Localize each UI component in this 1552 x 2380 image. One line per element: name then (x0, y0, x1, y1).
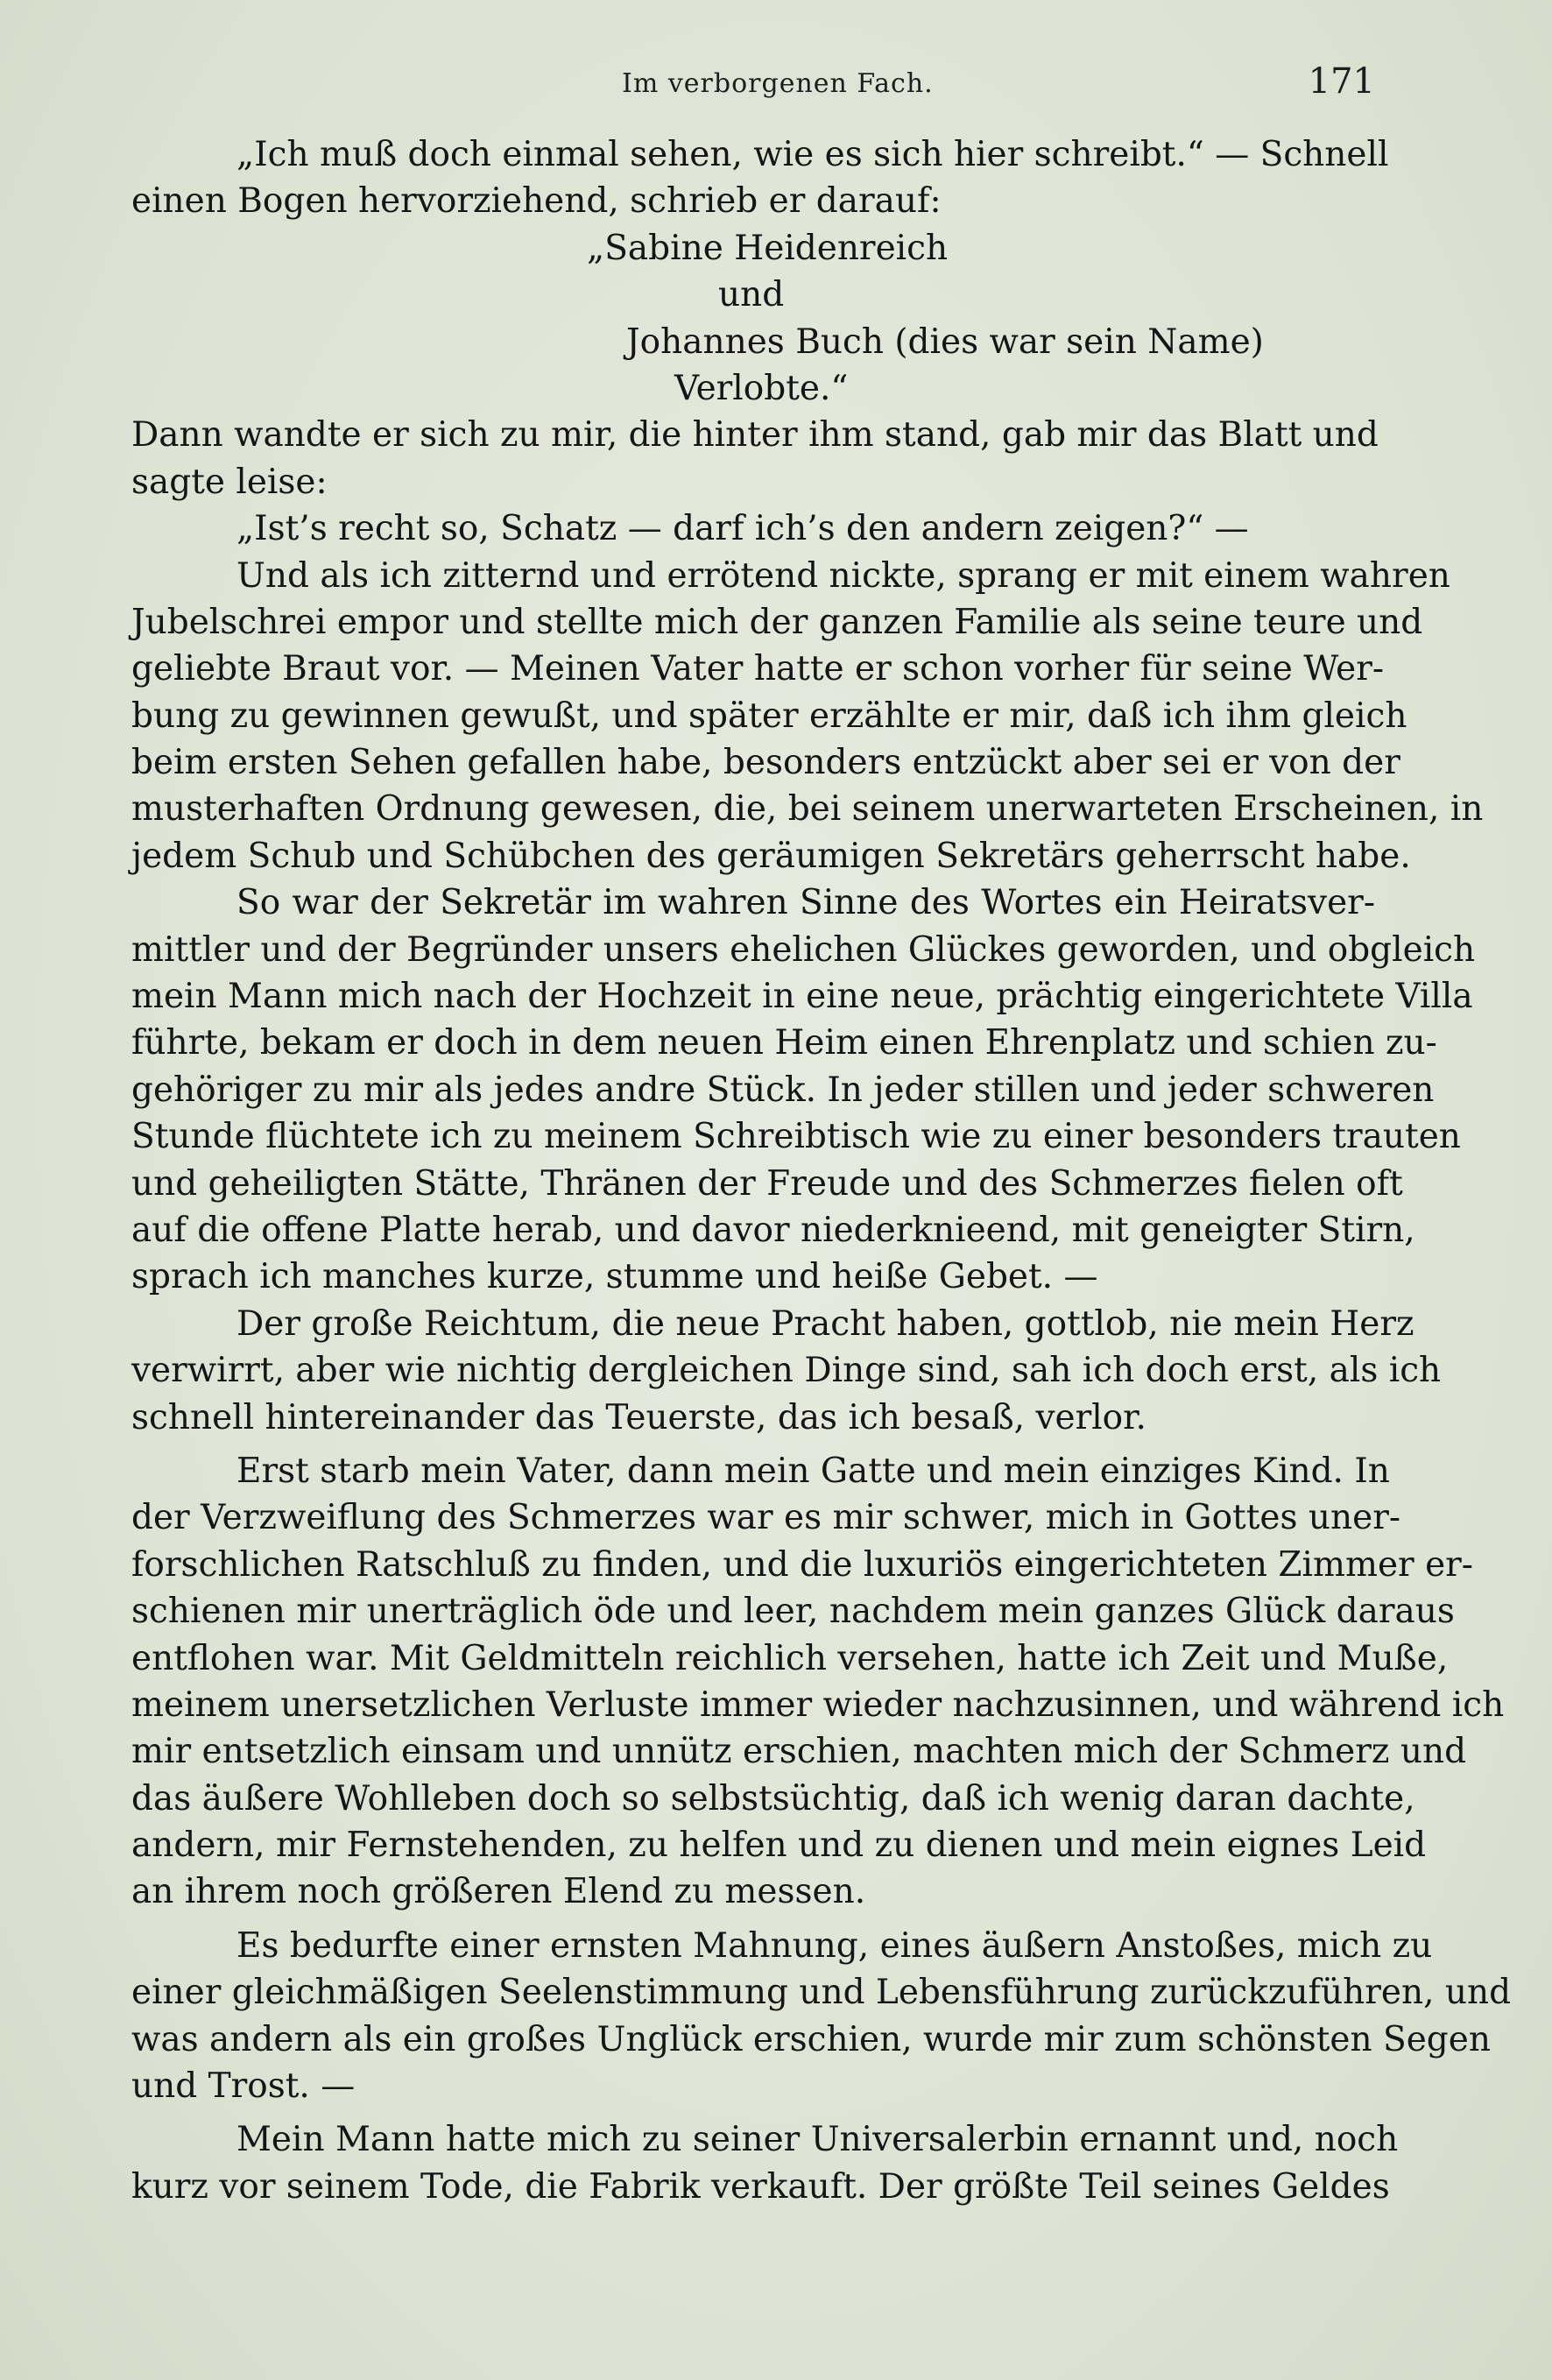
text-line: beim ersten Sehen gefallen habe, besonders entzückt aber sei er von der (131, 743, 1400, 783)
text-line: und Trost. — (131, 2066, 356, 2107)
text-line: forschlichen Ratschluß zu finden, und die luxuriös eingerichteten Zimmer er- (131, 1544, 1473, 1585)
text-line: Erst starb mein Vater, dann mein Gatte und mein einziges Kind. In (236, 1451, 1390, 1491)
text-line: jedem Schub und Schübchen des geräumigen Sekretärs geherrscht habe. (131, 836, 1411, 876)
page-header (131, 61, 1375, 114)
text-line: „Sabine Heidenreich (587, 228, 949, 268)
text-line: und geheiligten Stätte, Thränen der Freude und des Schmerzes fielen oft (131, 1163, 1403, 1204)
text-line: meinem unersetzlichen Verluste immer wieder nachzusinnen, und während ich (131, 1684, 1505, 1725)
text-line: einen Bogen hervorziehend, schrieb er darauf: (131, 181, 942, 222)
text-line: auf die offene Platte herab, und davor niederknieend, mit geneigter Stirn, (131, 1210, 1415, 1250)
text-line: So war der Sekretär im wahren Sinne des Wortes ein Heiratsver- (236, 883, 1375, 923)
text-line: Mein Mann hatte mich zu seiner Universalerbin ernannt und, noch (236, 2120, 1399, 2160)
text-line: führte, bekam er doch in dem neuen Heim einen Ehrenplatz und schien zu- (131, 1023, 1437, 1063)
text-line: einer gleichmäßigen Seelenstimmung und Lebensführung zurückzuführen, und (131, 1973, 1512, 2013)
text-line: mein Mann mich nach der Hochzeit in eine neue, prächtig eingerichtete Villa (131, 977, 1473, 1017)
text-line: verwirrt, aber wie nichtig dergleichen Dinge sind, sah ich doch erst, als ich (131, 1351, 1442, 1391)
text-line: Johannes Buch (dies war sein Name) (626, 321, 1264, 362)
text-line: gehöriger zu mir als jedes andre Stück. In jeder stillen und jeder schweren (131, 1070, 1435, 1110)
text-line: Es bedurfte einer ernsten Mahnung, eines äußern Anstoßes, mich zu (236, 1925, 1433, 1966)
running-title: Im verborgenen Fach. (622, 68, 934, 99)
text-line: geliebte Braut vor. — Meinen Vater hatte er schon vorher für seine Wer- (131, 649, 1385, 689)
text-line: kurz vor seinem Tode, die Fabrik verkauft. Der größte Teil seines Geldes (131, 2166, 1390, 2207)
text-line: Stunde flüchtete ich zu meinem Schreibtisch wie zu einer besonders trauten (131, 1117, 1461, 1157)
text-line: bung zu gewinnen gewußt, und später erzählte er mir, daß ich ihm gleich (131, 696, 1407, 736)
text-line: „Ich muß doch einmal sehen, wie es sich hier schreibt.“ — Schnell (236, 135, 1389, 174)
text-line: Dann wandte er sich zu mir, die hinter ihm stand, gab mir das Blatt und (131, 415, 1379, 456)
text-line: das äußere Wohlleben doch so selbstsüchtig, daß ich wenig daran dachte, (131, 1778, 1415, 1819)
text-line: andern, mir Fernstehenden, zu helfen und zu dienen und mein eignes Leid (131, 1826, 1427, 1866)
text-line: sprach ich manches kurze, stumme und heiße Gebet. — (131, 1257, 1098, 1297)
text-line: sagte leise: (131, 462, 328, 502)
text-line: was andern als ein großes Unglück erschien, wurde mir zum schönsten Segen (131, 2019, 1491, 2059)
text-line: Und als ich zitternd und errötend nickte, sprang er mit einem wahren (236, 555, 1450, 596)
text-line: Der große Reichtum, die neue Pracht haben, gottlob, nie mein Herz (236, 1303, 1414, 1344)
body-text (131, 131, 1512, 2210)
text-line: der Verzweiflung des Schmerzes war es mir schwer, mich in Gottes uner- (131, 1498, 1401, 1538)
text-line: Verlobte.“ (674, 368, 849, 408)
text-line: entflohen war. Mit Geldmitteln reichlich versehen, hatte ich Zeit und Muße, (131, 1638, 1449, 1678)
text-line: mittler und der Begründer unsers ehelichen Glückes geworden, und obgleich (131, 929, 1476, 970)
text-line: musterhaften Ordnung gewesen, die, bei seinem unerwarteten Erscheinen, in (131, 789, 1484, 830)
text-line: schienen mir unerträglich öde und leer, nachdem mein ganzes Glück daraus (131, 1592, 1455, 1632)
page-number: 171 (1308, 61, 1375, 102)
text-line: schnell hintereinander das Teuerste, das ich besaß, verlor. (131, 1397, 1146, 1437)
text-line: Jubelschrei empor und stellte mich der ganzen Familie als seine teure und (131, 602, 1423, 642)
text-line: „Ist’s recht so, Schatz — darf ich’s den andern zeigen?“ — (236, 509, 1249, 549)
text-line: und (718, 275, 785, 315)
text-line: an ihrem noch größeren Elend zu messen. (131, 1872, 866, 1912)
text-line: mir entsetzlich einsam und unnütz erschien, machten mich der Schmerz und (131, 1732, 1467, 1772)
